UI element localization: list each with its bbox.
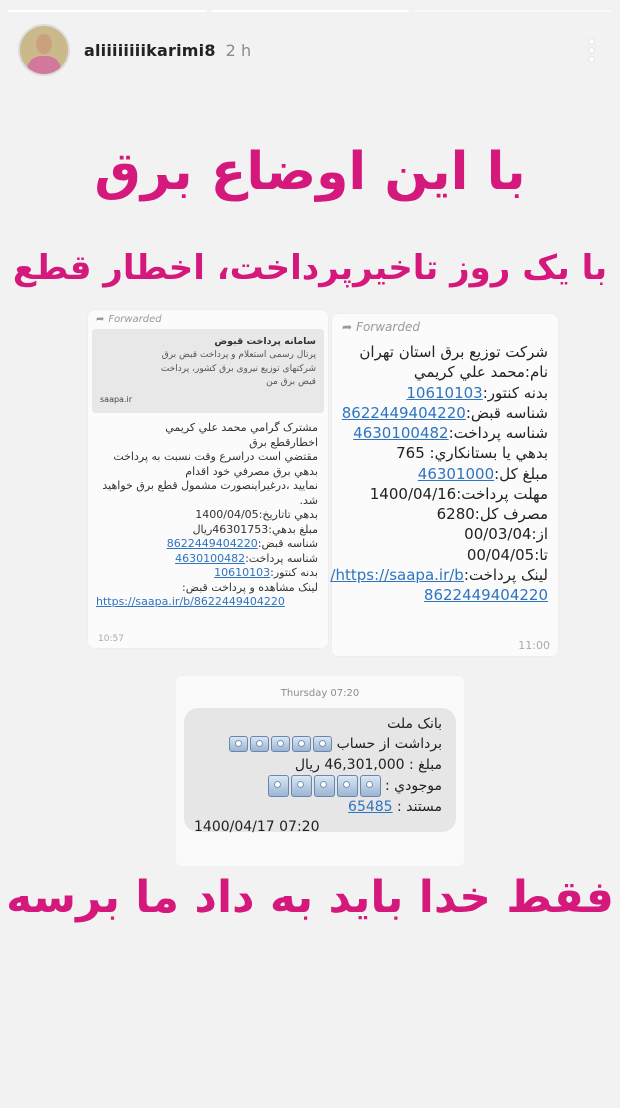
story-progress-bar [8, 10, 612, 12]
from-line: از:00/03/04 [464, 525, 548, 544]
payment-link-line: لينک پرداخت:https://saapa.ir/b/ [330, 565, 548, 584]
payment-id-link[interactable]: 4630100482 [353, 424, 449, 442]
company-line: شرکت توزیع برق استان تهران [359, 343, 548, 361]
withdraw-line: برداشت از حساب [194, 734, 442, 754]
message-line: شد. [299, 493, 318, 507]
message-line: بدهي برق مصرفي خود اقدام [185, 464, 318, 478]
avatar[interactable] [18, 24, 70, 76]
progress-segment [413, 10, 612, 12]
preview-line: شرکتهای توزیع نیروی برق کشور، پرداخت [160, 363, 316, 374]
payment-url-link[interactable]: https://saapa.ir/b/ [330, 565, 464, 584]
bank-sms [176, 676, 464, 866]
masked-account-icon [229, 736, 332, 752]
message-line: مشترک گرامي محمد علي کريمي [165, 421, 318, 434]
headline-bottom: فقط خدا باید به داد ما برسه [6, 872, 614, 923]
preview-line: پرتال رسمی استعلام و پرداخت قبض برق [161, 350, 316, 361]
forward-arrow-icon: ➦ [96, 314, 105, 325]
sms-date: Thursday 07:20 [280, 688, 360, 699]
forwarded-label: ➦ Forwarded [96, 314, 162, 325]
message-line: مقتضي است دراسرع وقت نسبت به پرداخت [113, 450, 318, 464]
post-time: 2 h [225, 40, 252, 60]
balance-line: موجودي : [194, 775, 442, 797]
bill-id-line: شناسه قبض:8622449404220 [341, 403, 548, 422]
avatar-body [27, 56, 61, 76]
message-line: مبلغ بدهي:46301753ريال [192, 522, 318, 536]
deadline-line: مهلت پرداخت:1400/04/16 [369, 484, 548, 503]
message-body [88, 413, 328, 610]
headline-sub: با یک روز تاخیرپرداخت، اخطار قطع [12, 248, 608, 288]
doc-number-link[interactable]: 65485 [348, 798, 393, 815]
link-preview[interactable] [92, 329, 324, 413]
link-label: لينک مشاهده و پرداخت قبض: [182, 580, 318, 594]
progress-segment [211, 10, 410, 12]
meter-line: بدنه کنتور:10610103 [214, 566, 318, 580]
payment-url-link-2[interactable]: 8622449404220 [423, 586, 548, 604]
preview-title: سامانه پرداخت قبوض [214, 336, 316, 347]
payment-id-link[interactable]: 4630100482 [175, 551, 246, 565]
bill-id-link[interactable]: 8622449404220 [341, 403, 466, 422]
avatar-head [36, 34, 52, 54]
payment-url-line [96, 595, 318, 610]
doc-line: مستند : 65485 [348, 798, 442, 815]
bill-message-left [88, 310, 328, 648]
message-line: بدهي تاتاريخ:1400/04/05 [195, 508, 318, 522]
forward-arrow-icon: ➦ [342, 320, 353, 334]
story-header [18, 24, 602, 76]
payment-id-line: شناسه پرداخت:4630100482 [353, 424, 548, 442]
bill-id-line: شناسه قبض:8622449404220 [166, 537, 318, 551]
bill-message-right [332, 314, 558, 656]
message-time: 10:57 [98, 634, 124, 644]
bank-name: بانک ملت [387, 716, 442, 732]
sms-datetime: 1400/04/17 07:20 [194, 819, 320, 836]
amount-line: مبلغ : 46,301,000 ريال [294, 756, 442, 773]
username[interactable]: aliiiiiiiikarimi8 [84, 40, 216, 60]
total-line: مبلغ کل:46301000 [417, 464, 548, 483]
bill-id-link[interactable]: 8622449404220 [166, 537, 258, 551]
meter-link[interactable]: 10610103 [406, 383, 483, 402]
meter-line: بدنه کنتور:10610103 [406, 383, 548, 402]
headline-top: با این اوضاع برق [94, 142, 526, 202]
to-line: تا:00/04/05 [466, 545, 548, 564]
preview-domain: saapa.ir [100, 394, 133, 404]
debt-line: بدهي يا بستانکاري: 765 [396, 444, 548, 463]
payment-link-line-2 [340, 585, 548, 605]
message-body [332, 336, 558, 605]
sms-bubble [184, 708, 456, 836]
message-line: نماييد ،درغيراينصورت مشمول قطع برق خواهيد [102, 479, 318, 493]
progress-segment [8, 10, 207, 12]
message-line: اخطارقطع برق [249, 435, 318, 449]
payment-url-link[interactable]: https://saapa.ir/b/8622449404220 [96, 595, 285, 609]
usage-line: مصرف کل:6280 [436, 505, 548, 523]
more-options-icon[interactable] [580, 39, 602, 62]
meter-link[interactable]: 10610103 [214, 566, 271, 580]
message-time: 11:00 [518, 639, 550, 652]
total-link[interactable]: 46301000 [417, 464, 495, 483]
masked-balance-icon [268, 775, 381, 797]
preview-line: قبض برق من [266, 377, 316, 388]
payment-id-line: شناسه پرداخت:4630100482 [175, 551, 318, 565]
name-line: نام:محمد علي کريمي [413, 363, 548, 382]
forwarded-label: ➦ Forwarded [342, 320, 420, 334]
